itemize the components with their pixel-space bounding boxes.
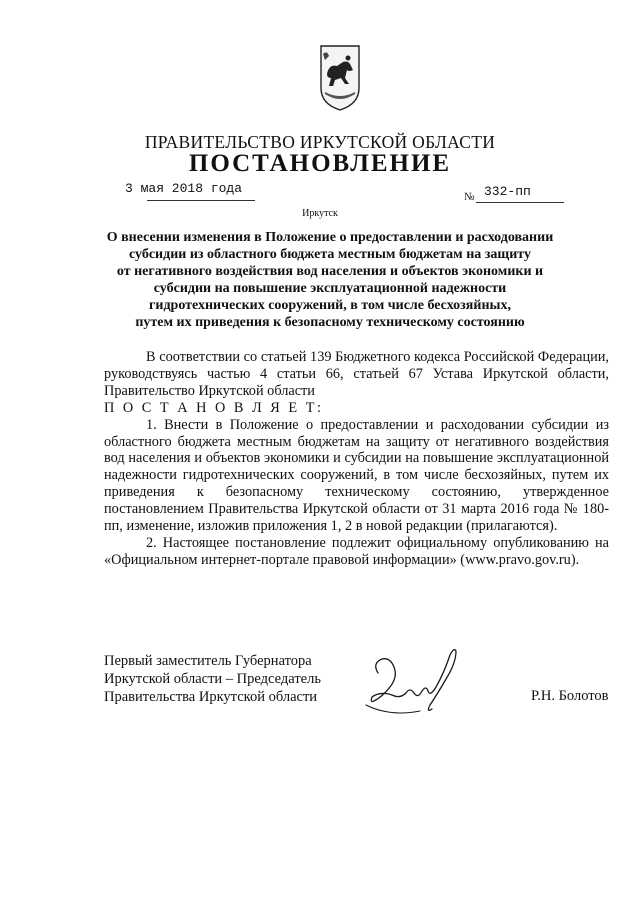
document-date: 3 мая 2018 года [125,181,243,196]
position-line: Первый заместитель Губернатора [104,653,312,669]
document-type-heading: ПОСТАНОВЛЕНИЕ [188,150,452,177]
handwritten-signature-icon [360,643,470,721]
title-line: О внесении изменения в Положение о предоставлении и расходовании [106,230,554,245]
signatory-name: Р.Н. Болотов [531,688,609,704]
position-line: Иркутской области – Председатель [104,671,321,687]
organization-heading: ПРАВИТЕЛЬСТВО ИРКУТСКОЙ ОБЛАСТИ [144,132,496,152]
coat-of-arms-icon [319,44,361,112]
document-body [104,349,609,569]
document-number: 332-пп [484,184,531,199]
title-line: от негативного воздействия вод населения и объектов экономики и [116,264,544,279]
title-line: путем их приведения к безопасному техническому состоянию [135,315,525,330]
number-underline [476,202,564,203]
title-line: субсидии на повышение эксплуатационной надежности [153,281,507,296]
document-title [100,229,560,331]
item-2-paragraph: 2. Настоящее постановление подлежит официальному опубликованию на «Официальном интернет-портале правовой информации» (www.pravo.gov.ru). [104,534,609,568]
resolves-heading: П О С Т А Н О В Л Я Е Т: [104,399,324,416]
number-sign: № [464,191,475,203]
title-line: субсидии из областного бюджета местным бюджетам на защиту [129,247,531,262]
title-line: гидротехнических сооружений, в том числе бесхозяйных, [149,298,511,313]
signatory-position [104,652,321,706]
preamble-paragraph: В соответствии со статьей 139 Бюджетного кодекса Российской Федерации, руководствуясь частью 4 статьи 66, статьей 67 Устава Иркутской области, Правительство Иркутской области [104,349,609,399]
position-line: Правительства Иркутской области [104,689,318,705]
item-1-paragraph: 1. Внести в Положение о предоставлении и расходовании субсидии из областного бюджета местным бюджетам на защиту от негативного воздействия вод населения и объектов экономики и субсидии на повышение эксплуатационной надежности гидротехнических сооружений, в том числе бесхозяйных, путем их приведения к безопасному техническому состоянию, утвержденное постановлением Правительства Иркутской области от 31 марта 2016 года № 180-пп, изменение, изложив приложения 1, 2 в новой редакции (прилагаются). [104,416,609,535]
city: Иркутск [302,208,338,219]
date-underline [147,200,255,201]
